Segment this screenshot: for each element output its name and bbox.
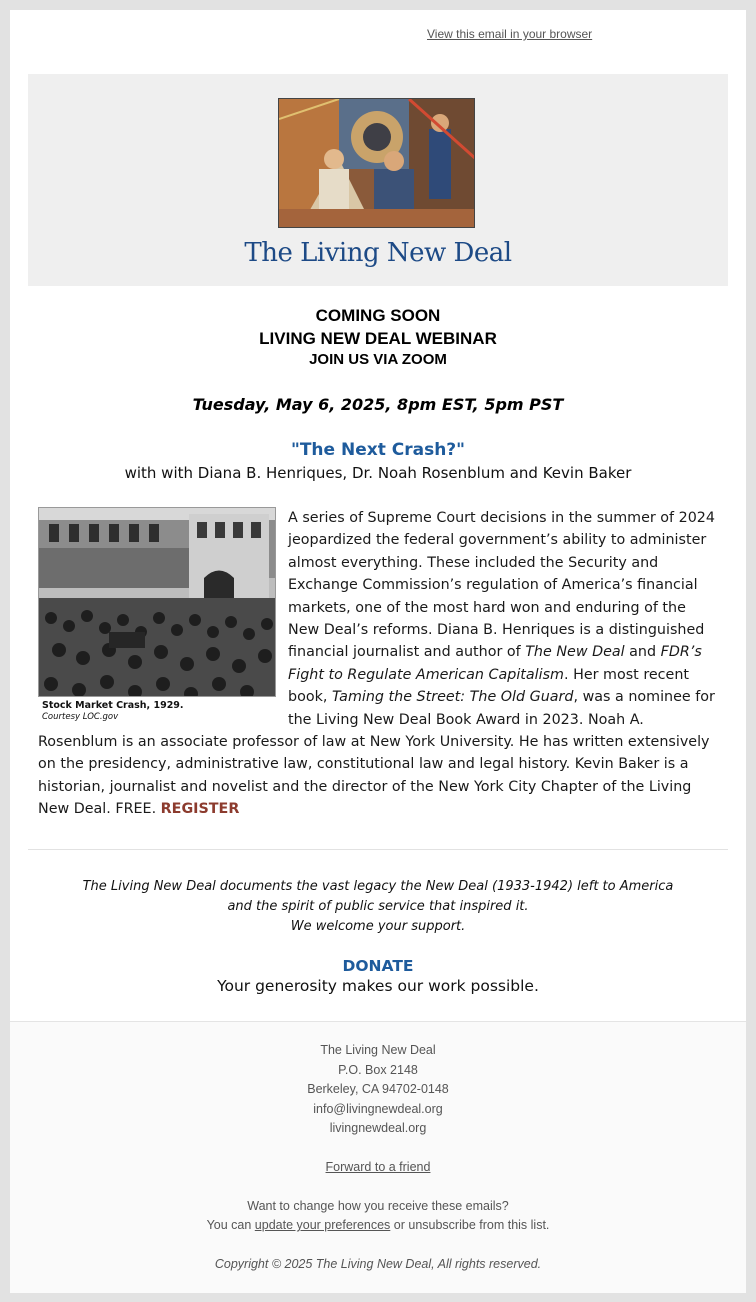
article-body xyxy=(38,507,718,821)
body-text-2: . Her most recent book, xyxy=(288,666,689,706)
body-text-3: , was a nominee for the Living New Deal Book Award in 2023. Noah A. Rosenblum is an associate professor of law at New York University. He has written extensively on the presidency, administrative law, constitutional law and legal history. Kevin Baker is a historian, journalist and novelist and the director of the New York City Chapter of the Living New Deal. FREE. xyxy=(38,689,715,818)
book-title-fdr: FDR’s Fight to Regulate American Capitalism xyxy=(288,644,702,683)
donate-row xyxy=(10,957,746,975)
footer-copyright: Copyright © 2025 The Living New Deal, All rights reserved. xyxy=(214,1257,542,1271)
mission-line-2: and the spirit of public service that inspired it. xyxy=(227,899,529,914)
mission-line-3: We welcome your support. xyxy=(290,919,466,934)
footer-change-text: Want to change how you receive these emails? xyxy=(247,1199,509,1213)
photo-credit: Courtesy LOC.gov xyxy=(42,712,119,722)
register-link[interactable]: REGISTER xyxy=(160,801,240,818)
logo-wordmark: The Living New Deal xyxy=(244,238,512,268)
footer-city: Berkeley, CA 94702-0148 xyxy=(307,1082,449,1096)
coming-soon-heading: COMING SOON xyxy=(315,306,441,325)
mission-statement xyxy=(10,877,746,937)
webinar-heading: LIVING NEW DEAL WEBINAR xyxy=(259,329,497,348)
book-title-taming: Taming the Street: The Old Guard xyxy=(331,689,574,706)
donate-subtext: Your generosity makes our work possible. xyxy=(217,977,539,995)
footer-email[interactable]: info@livingnewdeal.org xyxy=(313,1102,443,1116)
email-card xyxy=(10,10,746,1292)
footer-preferences-line xyxy=(10,1218,746,1232)
donate-link[interactable]: DONATE xyxy=(342,957,414,975)
footer-po-box: P.O. Box 2148 xyxy=(338,1063,418,1077)
section-divider xyxy=(28,849,728,850)
mission-line-1: The Living New Deal documents the vast legacy the New Deal (1933-1942) left to America xyxy=(82,879,674,894)
view-in-browser-link[interactable]: View this email in your browser xyxy=(427,27,593,41)
footer xyxy=(10,1021,746,1293)
body-text-1: A series of Supreme Court decisions in the summer of 2024 jeopardized the federal government’s ability to administer almost everything. These included the Security and Exchange Commission’s regulation of America’s financial markets, one of the most hard won and enduring of the New Deal’s reforms. Diana B. Henriques is a distinguished financial journalist and author of xyxy=(288,510,715,661)
you-can-text: You can xyxy=(206,1218,255,1232)
update-preferences-link[interactable]: update your preferences xyxy=(254,1218,391,1232)
body-text-and: and xyxy=(624,644,661,661)
speakers-line: with with Diana B. Henriques, Dr. Noah Rosenblum and Kevin Baker xyxy=(124,464,632,482)
mural-image xyxy=(278,98,475,228)
footer-website[interactable]: livingnewdeal.org xyxy=(329,1121,427,1135)
photo-caption: Stock Market Crash, 1929. xyxy=(42,700,184,711)
event-date: Tuesday, May 6, 2025, 8pm EST, 5pm PST xyxy=(192,395,564,414)
footer-org: The Living New Deal xyxy=(320,1043,436,1057)
book-title-new-deal: The New Deal xyxy=(525,644,625,661)
forward-to-friend-link[interactable]: Forward to a friend xyxy=(325,1160,431,1174)
hero-banner xyxy=(28,74,728,286)
join-zoom-heading: JOIN US VIA ZOOM xyxy=(309,351,447,368)
webinar-title: "The Next Crash?" xyxy=(290,440,466,460)
photo-block xyxy=(38,507,278,729)
unsubscribe-text: or unsubscribe from this list. xyxy=(390,1218,550,1232)
stock-crash-photo xyxy=(38,507,276,697)
